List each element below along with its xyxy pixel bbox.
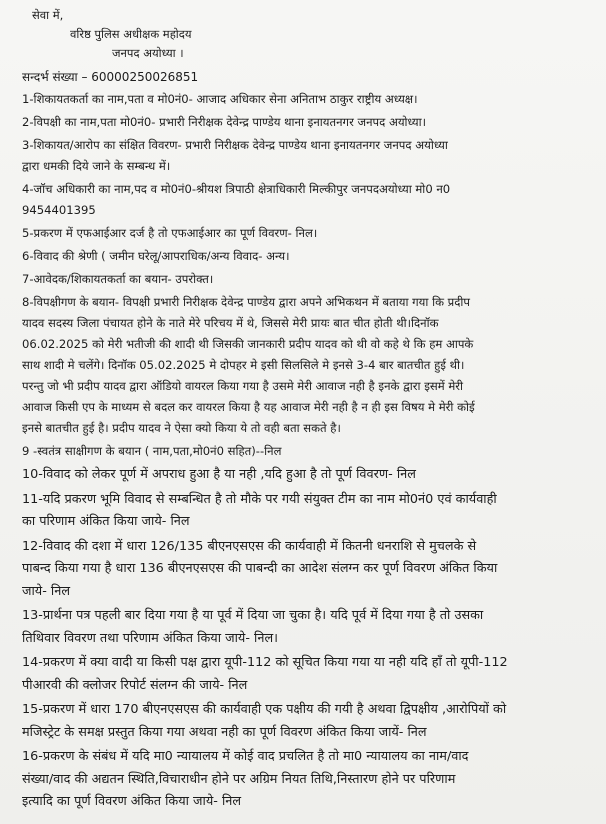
item-3-line: 3-शिकायत/आरोप का संक्षित विवरण- प्रभारी निरीक्षक देवेन्द्र पाण्डेय थाना इनायतनगर जनपद अयोध्या	[22, 138, 448, 152]
item-2	[22, 112, 596, 133]
address-block	[22, 6, 596, 63]
item-16-line: 16-प्रकरण के संबंध में यदि मा0 न्यायालय में कोई वाद प्रचलित है तो मा0 न्यायालय का नाम/वाद	[22, 749, 469, 764]
item-12	[22, 536, 596, 604]
item-1-line: 1-शिकायतकर्ता का नाम,पता व मो0नं0- आजाद अधिकार सेना अनिताभ ठाकुर राष्ट्रीय अध्यक्ष।	[22, 92, 418, 106]
item-8-line: इनसे बातचीत हुई है। प्रदीप यादव ने ऐसा क्यो किया ये तो वही बता सकते है।	[22, 421, 341, 435]
item-9	[22, 441, 596, 462]
item-15-line: 15-प्रकरण में धारा 170 बीएनएसएस की कार्यवाही एक पक्षीय की गयी है अथवा द्विपक्षीय ,आरोपियों को	[22, 702, 507, 717]
item-8-line: यादव सदस्य जिला पंचायत होने के नाते मेरे परिचय में थे, जिससे मेरी प्रायः बात चीत होती थी।दिनॉक	[22, 316, 439, 330]
item-7-line: 7-आवेदक/शिकायतकर्ता का बयान- उपरोक्त।	[22, 272, 214, 286]
item-3	[22, 135, 596, 177]
item-15	[22, 699, 596, 744]
item-11-line: का परिणाम अंकित किया जाये- निल	[22, 514, 190, 529]
item-10	[22, 464, 596, 487]
report-items	[22, 89, 596, 814]
item-15-line: मजिस्ट्रेट के समक्ष प्रस्तुत किया गया अथवा नही का पूर्ण विवरण अंकित किया जायें- निल	[22, 724, 427, 740]
item-8-line: साथ शादी मे चलेंगे। दिनॉक 05.02.2025 मे दोपहर मे इसी सिलसिले मे इनसे 3-4 बार बातचीत हुई थी।	[22, 358, 465, 372]
item-13-line: तिथिवार विवरण तथा परिणाम अंकित किया जाये- निल।	[22, 630, 278, 646]
item-16-line: संख्या/वाद की अद्यतन स्थिति,विचाराधीन होने पर अग्रिम नियत तिथि,निस्तारण होने पर परिणाम	[22, 771, 456, 787]
item-8	[22, 292, 596, 439]
item-13	[22, 605, 596, 650]
reference-number: सन्दर्भ संख्या – 60000250026851	[22, 70, 199, 84]
item-4-line: 9454401395	[22, 203, 96, 217]
item-14	[22, 652, 596, 697]
item-3-line: द्वारा धमकी दिये जाने के सम्बन्ध में।	[22, 159, 171, 173]
item-4	[22, 179, 596, 221]
item-6-line: 6-विवाद की श्रेणी ( जमीन घरेलू/आपराधिक/अन्य विवाद- अन्य।	[22, 249, 290, 263]
item-13-line: 13-प्रार्थना पत्र पहली बार दिया गया है या पूर्व में दिया जा चुका है। यदि पूर्व में दिया गया है तो उसका	[22, 608, 484, 623]
item-12-line: पाबन्द किया गया है धारा 136 बीएनएसएस की पाबन्दी का आदेश संलग्न कर पूर्ण विवरण अंकित किया	[22, 561, 498, 576]
item-5	[22, 223, 596, 244]
salutation: सेवा में,	[32, 8, 64, 22]
item-16	[22, 746, 596, 814]
addressee-officer: वरिष्ठ पुलिस अधीक्षक महोदय	[70, 27, 192, 41]
item-12-line: 12-विवाद की दशा में धारा 126/135 बीएनएसएस की कार्यवाही में कितनी धनराशि से मुचलके से	[22, 538, 477, 554]
item-11	[22, 489, 596, 534]
item-6	[22, 246, 596, 267]
addressee-district: जनपद अयोध्या ।	[112, 46, 184, 60]
item-14-line: 14-प्रकरण में क्या वादी या किसी पक्ष द्वारा यूपी-112 को सूचित किया गया या नही यदि हाँ तो यूपी-112	[22, 655, 508, 670]
item-8-line: 8-विपक्षीगण के बयान- विपक्षी प्रभारी निरीक्षक देवेन्द्र पाण्डेय द्वारा अपने अभिकथन में बताया गया कि प्रदीप	[22, 295, 471, 309]
item-10-line: 10-विवाद को लेकर पूर्ण में अपराध हुआ है या नही ,यदि हुआ है तो पूर्ण विवरण- निल	[22, 467, 416, 482]
item-7	[22, 269, 596, 290]
item-12-line: जाये- निल	[22, 583, 71, 599]
item-8-line: 06.02.2025 को मेरी भतीजी की शादी थी जिसकी जानकारी प्रदीप यादव को थी वो कहे थे कि हम आपके	[22, 337, 474, 351]
item-8-line: परन्तु जो भी प्रदीप यादव द्वारा ऑडियो वायरल किया गया है उसमे मेरी आवाज नही है इनके द्वारा इसमें मेरी	[22, 379, 464, 393]
item-1	[22, 89, 596, 110]
item-8-line: आवाज किसी एप के माध्यम से बदल कर वायरल किया है यह आवाज मेरी नही है न ही इस विषय मे मेरी कोई	[22, 400, 475, 414]
item-5-line: 5-प्रकरण में एफआईआर दर्ज है तो एफआईआर का पूर्ण विवरण- निल।	[22, 226, 318, 240]
item-9-line: 9 -स्वतंत्र साक्षीगण के बयान ( नाम,पता,मो0नं0 सहित)--निल	[22, 444, 282, 458]
item-11-line: 11-यदि प्रकरण भूमि विवाद से सम्बन्धित है तो मौके पर गयी संयुक्त टीम का नाम मो0नं0 एवं कार्यवाही	[22, 491, 497, 507]
item-2-line: 2-विपक्षी का नाम,पता मो0नं0- प्रभारी निरीक्षक देवेन्द्र पाण्डेय थाना इनायतनगर जनपद अयोध्या।	[22, 115, 427, 129]
item-14-line: पीआरवी की क्लोजर रिपोर्ट संलग्न की जाये- निल	[22, 677, 248, 693]
item-16-line: इत्यादि का पूर्ण विवरण अंकित किया जाये- निल	[22, 794, 242, 809]
item-4-line: 4-जॉच अधिकारी का नाम,पद व मो0नं0-श्रीयश त्रिपाठी क्षेत्राधिकारी मिल्कीपुर जनपदअयोध्या मो0 न0	[22, 182, 451, 196]
